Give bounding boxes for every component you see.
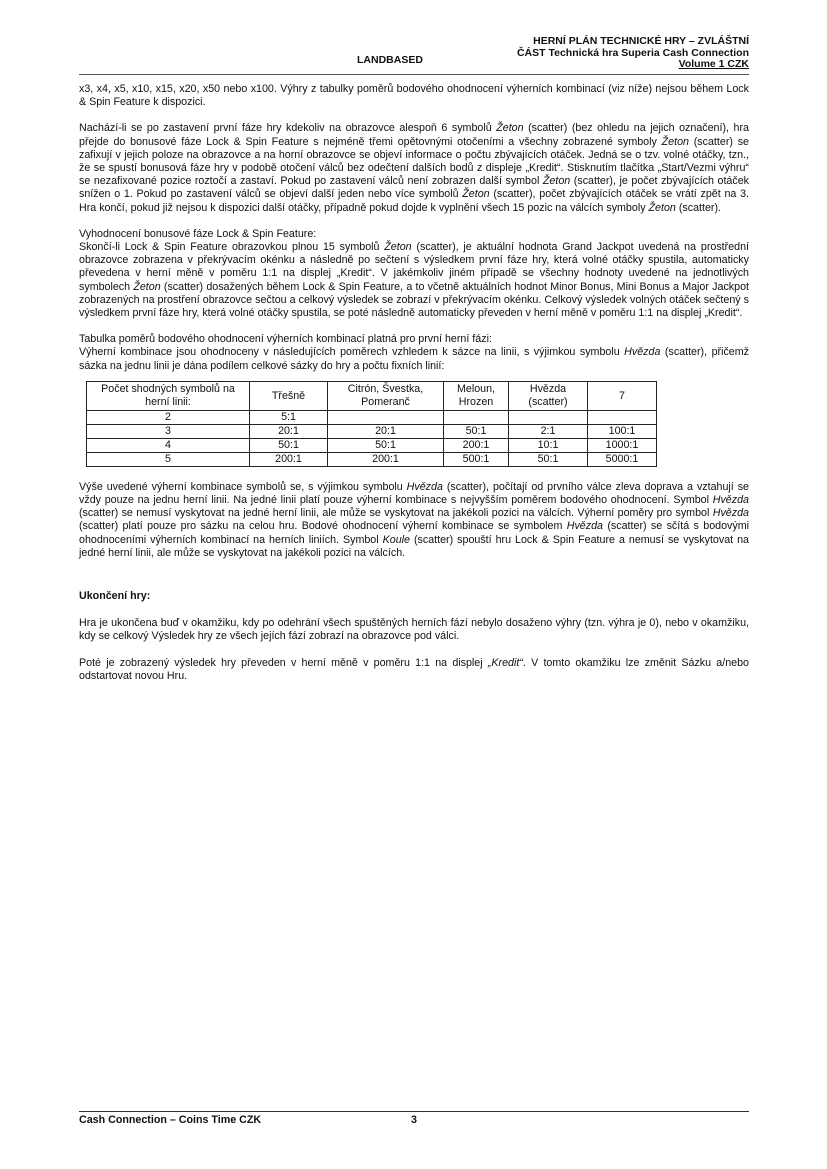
- paytable-header-star: Hvězda (scatter): [509, 381, 588, 410]
- paytable-header-row: [87, 381, 657, 410]
- table-row: [87, 438, 657, 452]
- table-cell: 500:1: [444, 452, 509, 466]
- section-heading-game-end: Ukončení hry:: [79, 590, 151, 603]
- paytable-header-seven: 7: [588, 381, 657, 410]
- table-cell: [444, 410, 509, 424]
- page-number: 3: [411, 1114, 417, 1126]
- header-title-line2: ČÁST Technická hra Superia Cash Connection: [516, 46, 749, 59]
- table-cell: 50:1: [250, 438, 328, 452]
- paytable-header-citrus: Citrón, Švestka, Pomeranč: [328, 381, 444, 410]
- table-row: [87, 424, 657, 438]
- header-divider: [79, 74, 749, 75]
- table-cell: 100:1: [588, 424, 657, 438]
- page-body: [79, 83, 749, 696]
- table-row: [87, 452, 657, 466]
- table-cell: [328, 410, 444, 424]
- paragraph-multipliers: x3, x4, x5, x10, x15, x20, x50 nebo x100. Výhry z tabulky poměrů bodového ohodnocení výherních kombinací (viz níže) nejsou během Lock & Spin Feature k dispozici.: [79, 83, 749, 109]
- header-title-line3: Volume 1 CZK: [678, 58, 749, 70]
- table-cell: 50:1: [328, 438, 444, 452]
- table-cell: 20:1: [250, 424, 328, 438]
- table-cell: [509, 410, 588, 424]
- paytable: [86, 381, 657, 467]
- paragraph-lock-spin-trigger: Nachází-li se po zastavení první fáze hry kdekoliv na obrazovce alespoň 6 symbolů Žeton (scatter) (bez ohledu na jejich označení), hra přejde do bonusové fáze Lock & Spin Feature s nejméně třemi opětovnými otočeními a všechny zobrazené symboly Žeton (scatter) se zafixují v jejich poloze na obrazovce a na horní obrazovce se objeví informace o počtu zbývajících otáček. Jedná se o tzv. volné otáčky, tzn., že se spustí bonusová fáze hry v podobě otočení válců bez odečtení dalších bodů z displeje „Kredit“. Stisknutím tlačítka „Start/Vezmi výhru“ se nezafixované pozice roztočí a zastaví. Pokud po zastavení válců není zobrazen další symbol Žeton (scatter), je počet zbývajících otáček snížen o 1. Pokud po zastavení válců se objeví další jeden nebo více symbolů Žeton (scatter), počet zbývajících otáček se vrátí zpět na 3. Hra končí, pokud již nejsou k dispozici další otáčky, případně pokud dojde k vyplnění všech 15 pozic na válcích symboly Žeton (scatter).: [79, 122, 750, 214]
- table-cell: 5: [87, 452, 250, 466]
- page-footer: [79, 1114, 749, 1126]
- table-cell: 50:1: [444, 424, 509, 438]
- paragraph-game-end: Hra je ukončena buď v okamžiku, kdy po odehrání všech spuštěných herních fází nebylo dosaženo výhry (tzn. výhra je 0), nebo v okamžiku, kdy se celkový Výsledek hry ze všech jejích fází zobrazí na obrazovce pod válci.: [79, 617, 749, 643]
- table-cell: 50:1: [509, 452, 588, 466]
- table-cell: 4: [87, 438, 250, 452]
- header-title: [517, 36, 749, 71]
- table-cell: 3: [87, 424, 250, 438]
- paragraph-result-transfer: Poté je zobrazený výsledek hry převeden v herní měně v poměru 1:1 na displej „Kredit“. V tomto okamžiku lze změnit Sázku a/nebo odstartovat novou Hru.: [79, 656, 749, 682]
- footer-divider: [79, 1111, 749, 1112]
- table-cell: 1000:1: [588, 438, 657, 452]
- table-cell: 2:1: [509, 424, 588, 438]
- table-cell: 2: [87, 410, 250, 424]
- table-cell: 200:1: [444, 438, 509, 452]
- paragraph-evaluation-title: Vyhodnocení bonusové fáze Lock & Spin Feature:: [79, 227, 317, 240]
- paytable-header-count: Počet shodných symbolů na herní linii:: [87, 381, 250, 410]
- paytable-header-melon: Meloun, Hrozen: [444, 381, 509, 410]
- table-cell: 200:1: [328, 452, 444, 466]
- paragraph-table-intro: Výherní kombinace jsou ohodnoceny v následujících poměrech vzhledem k sázce na linii, s výjimkou symbolu Hvězda (scatter), přičemž sázka na jednu linii je dána podílem celkové sázky do hry a počtu fixních linií:: [79, 346, 749, 372]
- paragraph-table-title: Tabulka poměrů bodového ohodnocení výherních kombinací platná pro první herní fázi:: [79, 333, 492, 346]
- footer-title: Cash Connection – Coins Time CZK: [79, 1114, 262, 1126]
- page-header: [79, 36, 749, 70]
- table-cell: [588, 410, 657, 424]
- header-title-line1: HERNÍ PLÁN TECHNICKÉ HRY – ZVLÁŠTNÍ: [533, 35, 749, 47]
- header-landbased: LANDBASED: [357, 54, 423, 66]
- table-cell: 5000:1: [588, 452, 657, 466]
- table-cell: 20:1: [328, 424, 444, 438]
- paragraph-evaluation: Skončí-li Lock & Spin Feature obrazovkou plnou 15 symbolů Žeton (scatter), je aktuální hodnota Grand Jackpot uvedená na prostřední obrazovce zobrazena v překrývacím okénku a následně po sečtení s výsledkem první fáze hry, která volné otáčky spustila, automaticky převedena v herní měně v poměru 1:1 na displej „Kredit“. V jakémkoliv jiném případě se všechny hodnoty uvedené na jednotlivých symbolech Žeton (scatter) dosažených během Lock & Spin Feature, a to včetně aktuálních hodnot Minor Bonus, Mini Bonus a Major Jackpot zobrazených na prostření obrazovce sečtou a celkový výsledek se zobrazí v překrývacím okénku. Celkový výsledek volných otáček sečtený s výsledkem první fáze hry, která volné otáčky spustila, se poté následně automaticky převeden v herní měně v poměru 1:1 na displej „Kredit“.: [79, 241, 750, 320]
- table-cell: 200:1: [250, 452, 328, 466]
- table-cell: 5:1: [250, 410, 328, 424]
- paragraph-combination-rules: Výše uvedené výherní kombinace symbolů se, s výjimkou symbolu Hvězda (scatter), počítají od prvního válce zleva doprava a vztahují se vždy pouze na jednu herní linii. Na jedné linii platí pouze výherní kombinace s nejvyšším poměrem bodového ohodnocení. Symbol Hvězda (scatter) se nemusí vyskytovat na jedné herní linii, ale může se vyskytovat na jakékoli pozici na válcích. Výherní poměry pro symbol Hvězda (scatter) platí pouze pro sázku na celou hru. Bodové ohodnocení výherní kombinace se symbolem Hvězda (scatter) se sčítá s bodovými ohodnoceními výherních kombinací na herních liniích. Symbol Koule (scatter) spouští hru Lock & Spin Feature a nemusí se vyskytovat na jedné herní linii, ale může se vyskytovat na jakékoli pozici na válcích.: [79, 480, 749, 559]
- paytable-header-cherries: Třešně: [250, 381, 328, 410]
- table-row: [87, 410, 657, 424]
- table-cell: 10:1: [509, 438, 588, 452]
